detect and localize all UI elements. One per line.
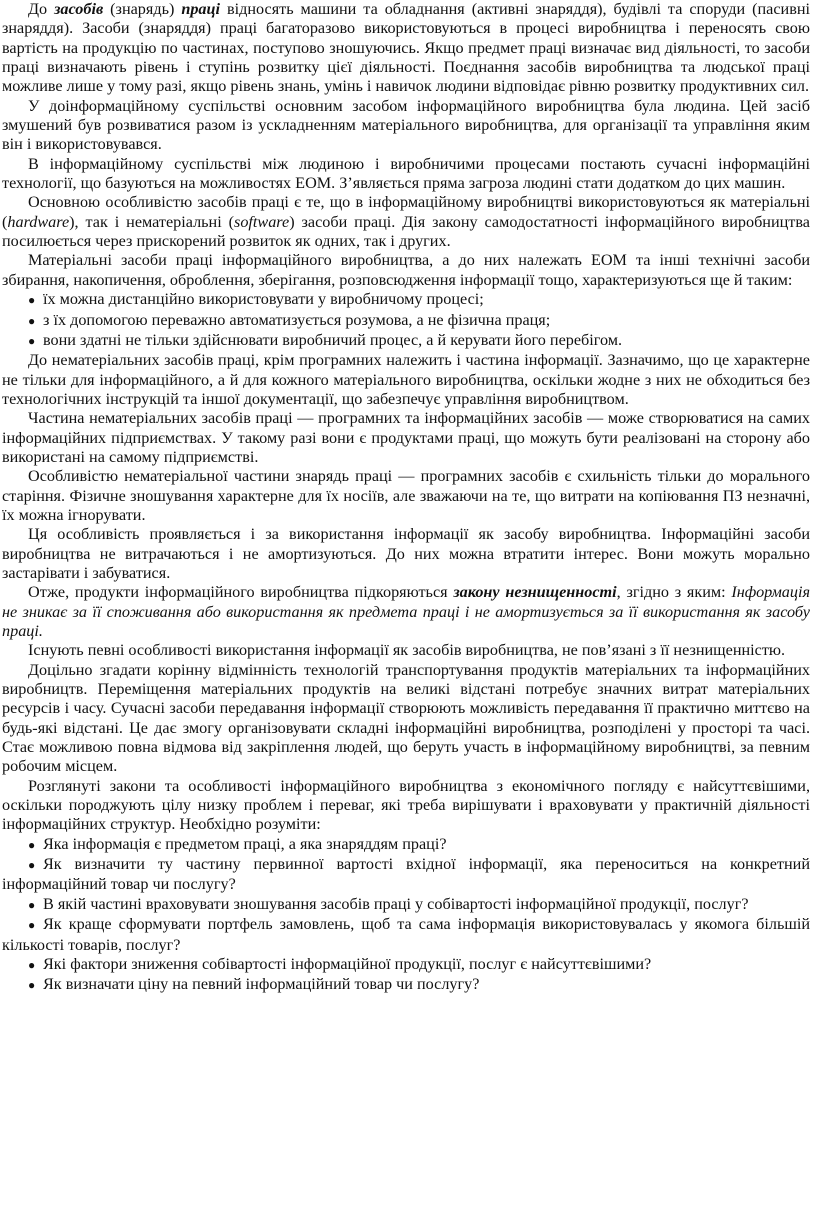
term-pratsi: праці — [181, 0, 221, 18]
bullet-icon: ● — [28, 333, 36, 348]
list-item — [2, 311, 810, 331]
bullet-icon: ● — [28, 918, 36, 933]
list-item-text: Як визначати ціну на певний інформаційний товар чи послугу? — [43, 975, 480, 994]
paragraph-12: Доцільно згадати корінну відмінність технологій транспортування продуктів матеріальних та інформаційних виробництв. Переміщення матеріальних продуктів на великі відстані потребує значних витрат матеріальних ресурсів і часу. Сучасні засоби передавання інформації створюють можливість передавання її практично миттєво на будь-які відстані. Це дає змогу організовувати складні інформаційні виробництва, розподілені у просторі та часі. Стає можливою повна відмова від закріплення людей, що беруть участь в інформаційному виробництві, за певним робочим місцем. — [2, 660, 810, 776]
paragraph-5: Матеріальні засоби праці інформаційного виробництва, а до них належать ЕОМ та інші технічні засоби збирання, накопичення, оброблення, зберігання, розповсюдження інформації тощо, характеризуються ще й таким: — [2, 251, 810, 289]
paragraph-11: Існують певні особливості використання інформації як засобів виробництва, не пов’язані з її незнищенністю. — [28, 641, 786, 660]
paragraph-2: У доінформаційному суспільстві основним засобом інформаційного виробництва була людина. Цей засіб змушений був розвиватися разом із ускладненням матеріального виробництва, для організації та управління яким він і використовувався. — [2, 96, 810, 154]
text-run: (знарядь) — [103, 0, 182, 18]
list-item-text: В якій частині враховувати зношування засобів праці у собівартості інформаційної продукції, послуг? — [43, 894, 749, 913]
list-item — [2, 331, 810, 351]
list-item — [2, 915, 810, 955]
list-item-text: їх можна дистанційно використовувати у виробничому процесі; — [43, 290, 484, 309]
list-item-text: вони здатні не тільки здійснювати виробничий процес, а й керувати його перебігом. — [43, 330, 623, 349]
paragraph-8: Особливістю нематеріальної частини знарядь праці — програмних засобів є схильність тільки до морального старіння. Фізичне зношування характерне для їх носіїв, але зважаючи на те, що витрати на копіювання ПЗ незначні, їх можна ігнорувати. — [2, 467, 810, 524]
list-item-text: Як краще сформувати портфель замовлень, щоб та сама інформація використовувалась у якомога більшій кількості товарів, послуг? — [2, 915, 810, 954]
bullet-icon: ● — [28, 978, 36, 993]
bullet-icon: ● — [28, 313, 36, 328]
text-run: , згідно з яким: — [616, 583, 732, 602]
bullet-icon: ● — [28, 837, 36, 852]
list-item — [2, 855, 810, 895]
list-item-text: з їх допомогою переважно автоматизується розумова, а не фізична праця; — [43, 310, 551, 329]
paragraph-3: В інформаційному суспільстві між людиною і виробничими процесами постають сучасні інформаційні технології, що базуються на можливостях ЕОМ. З’являється пряма загроза людині стати додатком до цих машин. — [2, 154, 810, 193]
list-item — [2, 290, 810, 310]
paragraph-7: Частина нематеріальних засобів праці — програмних та інформаційних засобів — може створюватися на самих інформаційних підприємствах. У такому разі вони є продуктами праці, що можуть бути реалізовані на сторону або використані на самому підприємстві. — [2, 409, 810, 466]
list-item-text: Які фактори зниження собівартості інформаційної продукції, послуг є найсуттєвішими? — [43, 954, 652, 973]
list-item-text: Яка інформація є предметом праці, а яка знаряддям праці? — [43, 834, 447, 853]
bullet-icon: ● — [28, 293, 36, 308]
text-run: ) засоби праці. Дія закону самодостатності інформаційного виробництва посилюється через прискорений розвиток як одних, так і других. — [2, 212, 810, 251]
paragraph-1 — [2, 0, 810, 97]
text-run: відносять машини та обладнання (активні знаряддя), будівлі та споруди (пасивні знаряддя). Засоби (знаряддя) праці багаторазово використовуються в процесі виробництва і переносять свою вартість на продукцію по частинах, поступово зношуючись. Якщо предмет праці визначає вид діяльності, то засоби праці визначають рівень і ступінь розвитку цієї діяльності. Поєднання засобів виробництва та людської праці можливе лише у тому разі, якщо рівень знань, умінь і навичок людини відповідає рівню розвитку продуктивних сил. — [2, 0, 810, 96]
text-run: До — [28, 0, 55, 18]
paragraph-13: Розглянуті закони та особливості інформаційного виробництва з економічного погляду є найсуттєвішими, оскільки породжують цілу низку проблем і переваг, які треба вирішувати і враховувати у практичній діяльності інформаційних структур. Необхідно розуміти: — [2, 776, 810, 834]
bullet-list-2 — [2, 835, 810, 996]
text-run: Основною особливістю засобів праці є те, що в інформаційному виробництві використовуються як матеріальні ( — [2, 193, 810, 231]
term-zasobiv: засобів — [54, 0, 104, 18]
bullet-list-1 — [2, 290, 810, 351]
term-law: закону незнищенності — [453, 583, 617, 602]
list-item — [2, 975, 810, 995]
text-run: Отже, продукти інформаційного виробництва підкоряються — [28, 583, 454, 602]
term-hardware: hardware — [7, 212, 70, 231]
list-item-text: Як визначити ту частину первинної вартості вхідної інформації, яка переноситься на конкретний інформаційний товар чи послугу? — [2, 855, 810, 894]
bullet-icon: ● — [28, 858, 36, 873]
list-item — [2, 835, 810, 855]
paragraph-9: Ця особливість проявляється і за використання інформації як засобу виробництва. Інформаційні засоби виробництва не витрачаються і не амортизуються. До них можна втратити інтерес. Вони можуть морально застарівати і забуватися. — [2, 525, 810, 582]
list-item — [2, 895, 810, 915]
list-item — [2, 955, 810, 975]
text-run: ), так і нематеріальні ( — [69, 212, 235, 231]
paragraph-6: До нематеріальних засобів праці, крім програмних належить і частина інформації. Зазначимо, що це характерне не тільки для інформаційного, а й для кожного матеріального виробництва, оскільки жодне з них не обходиться без технологічних інструкцій та іншої документації, що забезпечує управління виробництвом. — [2, 351, 810, 408]
paragraph-4 — [2, 193, 810, 251]
law-definition: Інформація не зникає за її споживання або використання як предмета праці і не амортизується за її використання як засобу праці. — [2, 583, 810, 640]
term-software: software — [234, 212, 290, 231]
bullet-icon: ● — [28, 957, 36, 972]
bullet-icon: ● — [28, 897, 36, 912]
paragraph-10 — [2, 583, 810, 641]
